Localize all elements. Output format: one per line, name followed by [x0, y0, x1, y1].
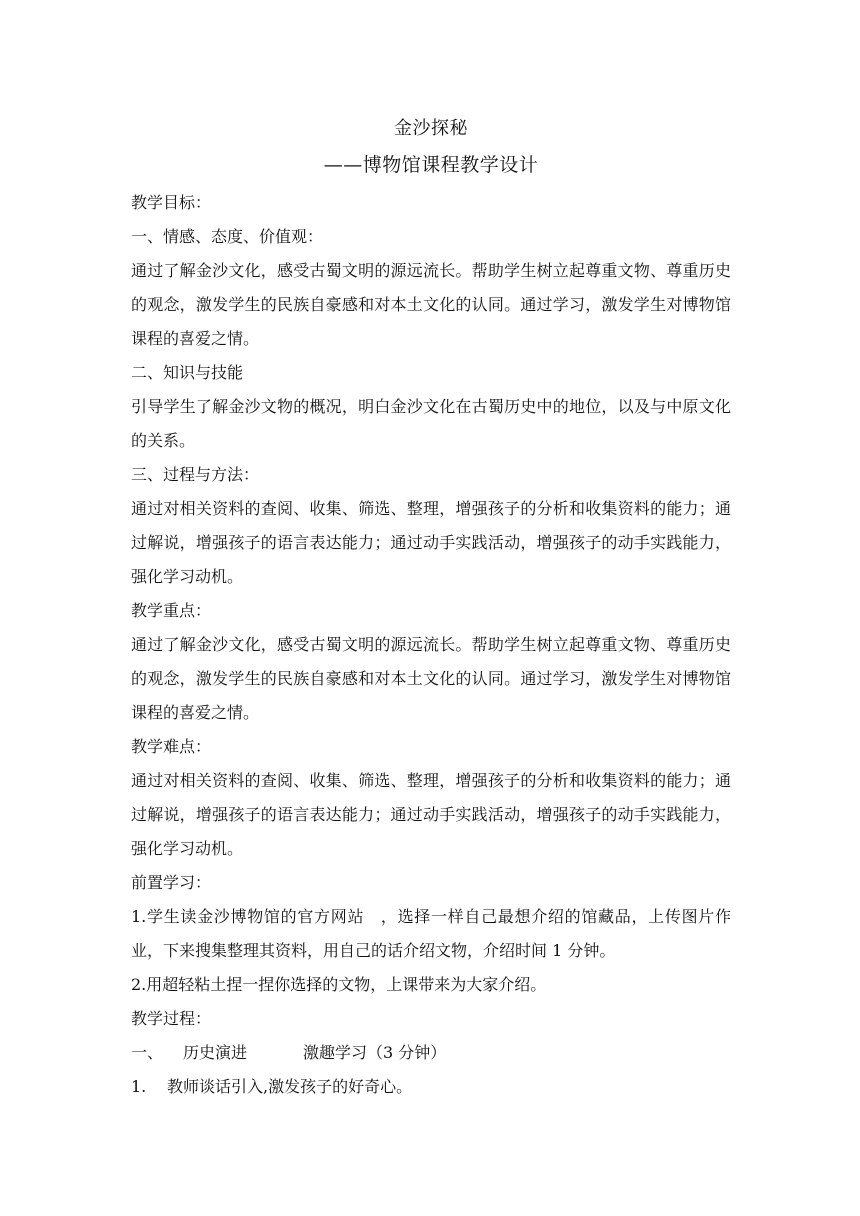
step-label: 历史演进: [183, 1043, 248, 1062]
paragraph-teaching-focus: 通过了解金沙文化，感受古蜀文明的源远流长。帮助学生树立起尊重文物、尊重历史的观念，激发学生的民族自豪感和对本土文化的认同。通过学习，激发学生对博物馆课程的喜爱之情。: [131, 635, 731, 722]
heading-knowledge-skills: 二、知识与技能: [131, 363, 244, 382]
paragraph-emotion-goals: 通过了解金沙文化，感受古蜀文明的源远流长。帮助学生树立起尊重文物、尊重历史的观念，激发学生的民族自豪感和对本土文化的认同。通过学习，激发学生对博物馆课程的喜爱之情。: [131, 261, 731, 348]
item-number: 1.: [131, 1077, 147, 1096]
item-text: 教师谈话引入,激发孩子的好奇心。: [167, 1077, 413, 1096]
heading-teaching-difficulty: 教学难点：: [131, 737, 212, 756]
process-item-1: [131, 1070, 731, 1104]
paragraph-pre-study-2: 2.用超轻粘土捏一捏你选择的文物，上课带来为大家介绍。: [131, 975, 547, 994]
heading-teaching-focus: 教学重点：: [131, 601, 212, 620]
step-number: 一、: [131, 1043, 164, 1062]
heading-emotion-attitude: 一、情感、态度、价值观：: [131, 227, 324, 246]
heading-teaching-process: 教学过程：: [131, 1009, 212, 1028]
document-body: [131, 112, 731, 1104]
paragraph-teaching-difficulty: 通过对相关资料的查阅、收集、筛选、整理，增强孩子的分析和收集资料的能力；通过解说，增强孩子的语言表达能力；通过动手实践活动，增强孩子的动手实践能力，强化学习动机。: [131, 771, 731, 858]
heading-process-methods: 三、过程与方法：: [131, 465, 260, 484]
document-title: 金沙探秘: [394, 118, 468, 139]
step-description: 激趣学习（3 分钟）: [303, 1043, 447, 1062]
heading-teaching-goals: 教学目标：: [131, 193, 212, 212]
process-step-1: [131, 1036, 731, 1070]
paragraph-pre-study-1: 1.学生读金沙博物馆的官方网站 ，选择一样自己最想介绍的馆藏品，上传图片作业，下来搜集整理其资料，用自己的话介绍文物，介绍时间 1 分钟。: [131, 907, 731, 960]
document-subtitle: ——博物馆课程教学设计: [323, 154, 539, 176]
paragraph-process-methods: 通过对相关资料的查阅、收集、筛选、整理，增强孩子的分析和收集资料的能力；通过解说，增强孩子的语言表达能力；通过动手实践活动，增强孩子的动手实践能力，强化学习动机。: [131, 499, 731, 586]
paragraph-knowledge-goals: 引导学生了解金沙文物的概况，明白金沙文化在古蜀历史中的地位，以及与中原文化的关系。: [131, 397, 731, 450]
heading-pre-study: 前置学习：: [131, 873, 212, 892]
